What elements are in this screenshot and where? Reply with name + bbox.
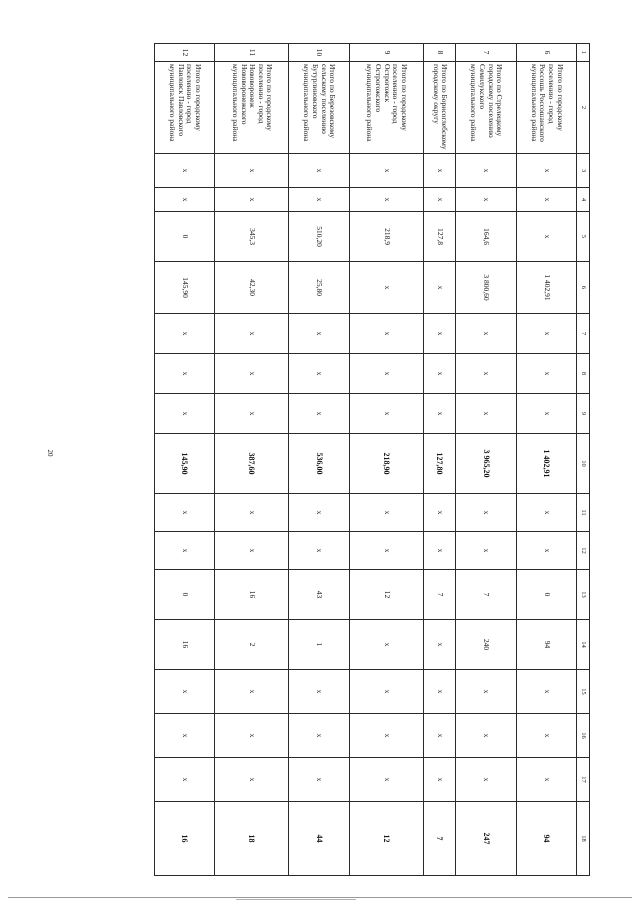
value-cell: 536,00 (289, 434, 349, 494)
value-cell: x (456, 154, 516, 188)
column-header: 12 (577, 532, 590, 570)
value-cell: 127,8 (423, 212, 456, 262)
row-number-cell: 6 (516, 44, 576, 62)
column-header: 14 (577, 620, 590, 670)
value-cell: x (289, 532, 349, 570)
row-number-cell: 12 (155, 44, 215, 62)
header-row (577, 44, 590, 876)
value-cell: x (289, 714, 349, 758)
value-cell: x (349, 314, 423, 354)
value-cell: x (215, 154, 289, 188)
value-cell: x (155, 314, 215, 354)
value-cell: x (423, 154, 456, 188)
value-cell: x (456, 670, 516, 714)
value-cell: x (349, 714, 423, 758)
value-cell: x (456, 494, 516, 532)
value-cell: 3 965,20 (456, 434, 516, 494)
value-cell: x (349, 394, 423, 434)
value-cell: 16 (155, 620, 215, 670)
value-cell: x (516, 758, 576, 802)
value-cell: 510,20 (289, 212, 349, 262)
column-header: 17 (577, 758, 590, 802)
value-cell: x (423, 494, 456, 532)
value-cell: 7 (423, 802, 456, 876)
column-header: 4 (577, 188, 590, 212)
value-cell: x (516, 494, 576, 532)
value-cell: 12 (349, 570, 423, 620)
column-header: 10 (577, 434, 590, 494)
column-header: 11 (577, 494, 590, 532)
column-header: 15 (577, 670, 590, 714)
column-header: 2 (577, 62, 590, 154)
value-cell: 2 (215, 620, 289, 670)
municipality-name-cell: Итого по Стрелецкому городскому поселению Семилукского муниципального района (456, 62, 516, 154)
value-cell: 16 (155, 802, 215, 876)
value-cell: x (456, 394, 516, 434)
column-header: 6 (577, 262, 590, 314)
housing-table (154, 43, 590, 876)
value-cell: x (155, 394, 215, 434)
value-cell: x (289, 758, 349, 802)
value-cell: x (349, 188, 423, 212)
value-cell: x (155, 532, 215, 570)
value-cell: 0 (516, 570, 576, 620)
value-cell: 164,6 (456, 212, 516, 262)
municipality-name-cell: Итого по Борисоглебскому городскому округу (423, 62, 456, 154)
value-cell: 7 (456, 570, 516, 620)
value-cell: x (155, 758, 215, 802)
value-cell: x (456, 532, 516, 570)
value-cell: 345,3 (215, 212, 289, 262)
value-cell: x (349, 620, 423, 670)
column-header: 1 (577, 44, 590, 62)
municipality-name-cell: Итого по городскому поселению - город Нововоронеж Нововоронежского муниципального района (215, 62, 289, 154)
table-row (215, 44, 289, 876)
value-cell: x (456, 188, 516, 212)
value-cell: x (516, 212, 576, 262)
value-cell: 0 (155, 212, 215, 262)
value-cell: x (215, 758, 289, 802)
scan-edge-line (8, 897, 632, 898)
value-cell: 1 (289, 620, 349, 670)
value-cell: x (516, 670, 576, 714)
municipality-name-cell: Итого по Березовскому сельскому поселению Бутурлиновского муниципального района (289, 62, 349, 154)
value-cell: x (349, 154, 423, 188)
value-cell: x (423, 714, 456, 758)
value-cell: 18 (215, 802, 289, 876)
value-cell: x (516, 314, 576, 354)
table-row (289, 44, 349, 876)
column-header: 5 (577, 212, 590, 262)
value-cell: x (456, 714, 516, 758)
value-cell: 247 (456, 802, 516, 876)
value-cell: x (423, 620, 456, 670)
table-container (154, 43, 590, 875)
row-number-cell: 7 (456, 44, 516, 62)
page-number: 20 (46, 449, 54, 457)
table-row (456, 44, 516, 876)
value-cell: x (289, 394, 349, 434)
value-cell: x (155, 154, 215, 188)
value-cell: x (155, 354, 215, 394)
value-cell: 7 (423, 570, 456, 620)
value-cell: 218,9 (349, 212, 423, 262)
value-cell: x (423, 262, 456, 314)
value-cell: x (456, 354, 516, 394)
value-cell: 25,80 (289, 262, 349, 314)
value-cell: x (423, 354, 456, 394)
value-cell: x (155, 714, 215, 758)
value-cell: x (289, 154, 349, 188)
table-body (155, 44, 577, 876)
value-cell: 240 (456, 620, 516, 670)
value-cell: x (289, 494, 349, 532)
column-header: 18 (577, 802, 590, 876)
value-cell: 94 (516, 620, 576, 670)
value-cell: x (516, 394, 576, 434)
row-number-cell: 10 (289, 44, 349, 62)
value-cell: x (215, 354, 289, 394)
municipality-name-cell: Итого по городскому поселению - город Острогожск Острогожского муниципального района (349, 62, 423, 154)
value-cell: 218,90 (349, 434, 423, 494)
table-row (423, 44, 456, 876)
value-cell: x (215, 394, 289, 434)
table-row (349, 44, 423, 876)
value-cell: x (289, 188, 349, 212)
value-cell: 12 (349, 802, 423, 876)
value-cell: x (456, 758, 516, 802)
value-cell: 3 800,60 (456, 262, 516, 314)
value-cell: x (349, 670, 423, 714)
value-cell: x (423, 314, 456, 354)
value-cell: x (423, 670, 456, 714)
value-cell: x (516, 154, 576, 188)
scan-edge-line (236, 899, 356, 900)
column-header: 8 (577, 354, 590, 394)
column-header: 9 (577, 394, 590, 434)
column-header: 7 (577, 314, 590, 354)
value-cell: x (215, 714, 289, 758)
value-cell: x (215, 314, 289, 354)
value-cell: x (423, 394, 456, 434)
value-cell: x (516, 354, 576, 394)
value-cell: 94 (516, 802, 576, 876)
value-cell: x (423, 188, 456, 212)
table-row (155, 44, 215, 876)
value-cell: x (423, 758, 456, 802)
value-cell: 44 (289, 802, 349, 876)
value-cell: 1 402,91 (516, 434, 576, 494)
table-row (516, 44, 576, 876)
table-header (577, 44, 590, 876)
municipality-name-cell: Итого по городскому поселению - город Павловск Павловского муниципального района (155, 62, 215, 154)
value-cell: x (423, 532, 456, 570)
value-cell: x (215, 670, 289, 714)
value-cell: x (456, 314, 516, 354)
value-cell: x (155, 188, 215, 212)
value-cell: x (215, 188, 289, 212)
column-header: 13 (577, 570, 590, 620)
row-number-cell: 8 (423, 44, 456, 62)
value-cell: x (289, 314, 349, 354)
value-cell: 127,80 (423, 434, 456, 494)
value-cell: 1 402,91 (516, 262, 576, 314)
value-cell: x (215, 494, 289, 532)
value-cell: 145,90 (155, 262, 215, 314)
value-cell: x (349, 354, 423, 394)
value-cell: x (155, 670, 215, 714)
value-cell: 16 (215, 570, 289, 620)
value-cell: x (289, 670, 349, 714)
municipality-name-cell: Итого по городскому поселению - город Россошь Россошанского муниципального района (516, 62, 576, 154)
value-cell: x (516, 714, 576, 758)
value-cell: x (215, 532, 289, 570)
row-number-cell: 11 (215, 44, 289, 62)
value-cell: x (349, 758, 423, 802)
value-cell: 0 (155, 570, 215, 620)
value-cell: 145,90 (155, 434, 215, 494)
value-cell: 43 (289, 570, 349, 620)
value-cell: x (349, 262, 423, 314)
column-header: 16 (577, 714, 590, 758)
value-cell: x (349, 494, 423, 532)
value-cell: x (155, 494, 215, 532)
value-cell: 42,30 (215, 262, 289, 314)
value-cell: 387,60 (215, 434, 289, 494)
column-header: 3 (577, 154, 590, 188)
value-cell: x (516, 188, 576, 212)
value-cell: x (349, 532, 423, 570)
value-cell: x (516, 532, 576, 570)
row-number-cell: 9 (349, 44, 423, 62)
value-cell: x (289, 354, 349, 394)
